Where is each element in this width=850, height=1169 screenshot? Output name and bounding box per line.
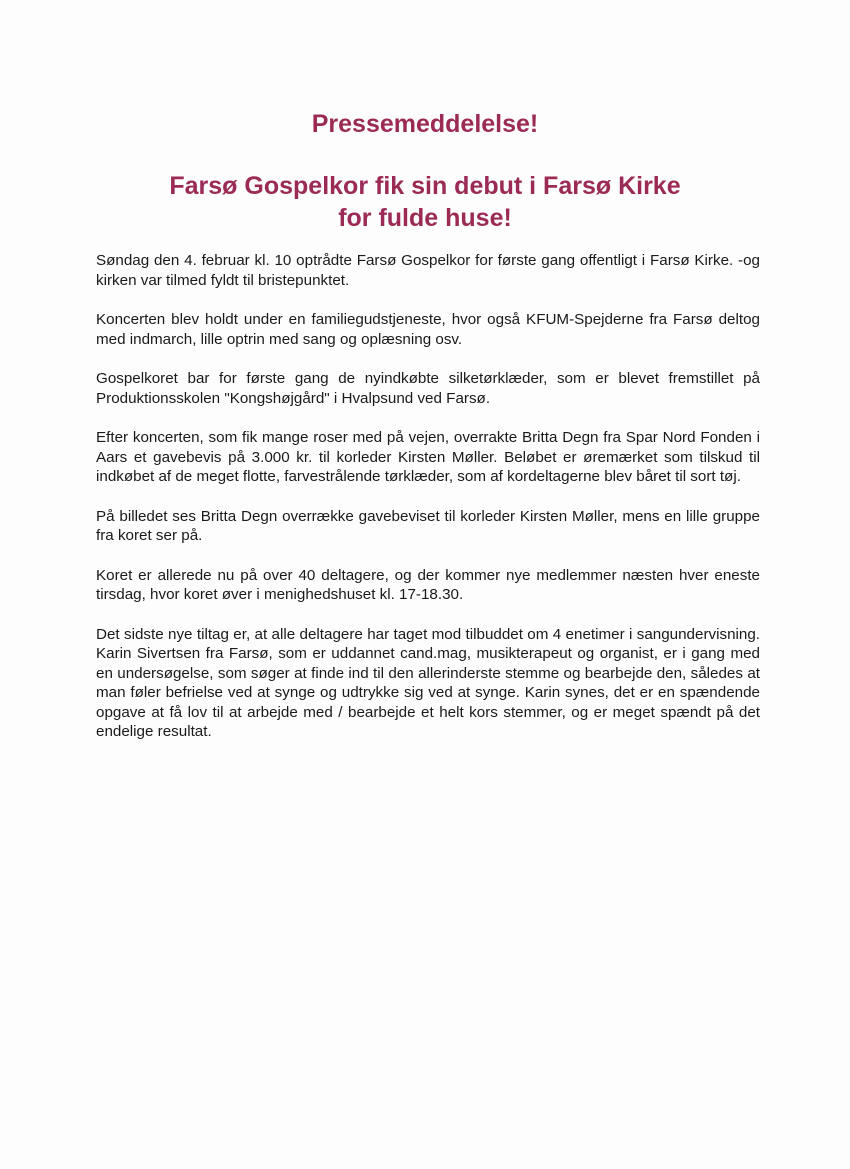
document-kicker: Pressemeddelelse! — [311, 110, 539, 138]
headline-line-2: for fulde huse! — [338, 204, 512, 232]
paragraph-5: På billedet ses Britta Degn overrække gavebeviset til korleder Kirsten Møller, mens en lille gruppe fra koret ser på. — [96, 507, 760, 544]
paragraph-4: Efter koncerten, som fik mange roser med på vejen, overrakte Britta Degn fra Spar Nord Fonden i Aars et gavebevis på 3.000 kr. til korleder Kirsten Møller. Beløbet er øremærket som tilskud til indkøbet af de meget flotte, farvestrålende tørklæder, som af kordeltagerne blev båret til sort tøj. — [96, 429, 760, 485]
paragraph-2: Koncerten blev holdt under en familiegudstjeneste, hvor også KFUM-Spejderne fra Farsø deltog med indmarch, lille optrin med sang og oplæsning osv. — [96, 311, 760, 348]
article-body — [96, 251, 760, 762]
paragraph-6: Koret er allerede nu på over 40 deltagere, og der kommer nye medlemmer næsten hver eneste tirsdag, hvor koret øver i menighedshuset kl. 17-18.30. — [96, 566, 760, 603]
headline-line-1: Farsø Gospelkor fik sin debut i Farsø Kirke — [169, 172, 681, 200]
paragraph-1: Søndag den 4. februar kl. 10 optrådte Farsø Gospelkor for første gang offentligt i Farsø Kirke. -og kirken var tilmed fyldt til bristepunktet. — [96, 252, 760, 289]
paragraph-3: Gospelkoret bar for første gang de nyindkøbte silketørklæder, som er blevet fremstillet på Produktionsskolen "Kongshøjgård" i Hvalpsund ved Farsø. — [96, 370, 760, 407]
paragraph-7: Det sidste nye tiltag er, at alle deltagere har taget mod tilbuddet om 4 enetimer i sangundervisning. Karin Sivertsen fra Farsø, som er uddannet cand.mag, musikterapeut og organist, er i gang med en undersøgelse, som søger at finde ind til den allerinderste stemme og bearbejde den, således at man føler befrielse ved at synge og udtrykke sig ved at synge. Karin synes, det er en spændende opgave at få lov til at arbejde med / bearbejde et helt kors stemmer, og er meget spændt på det endelige resultat. — [96, 625, 760, 740]
document-headline — [0, 170, 850, 234]
